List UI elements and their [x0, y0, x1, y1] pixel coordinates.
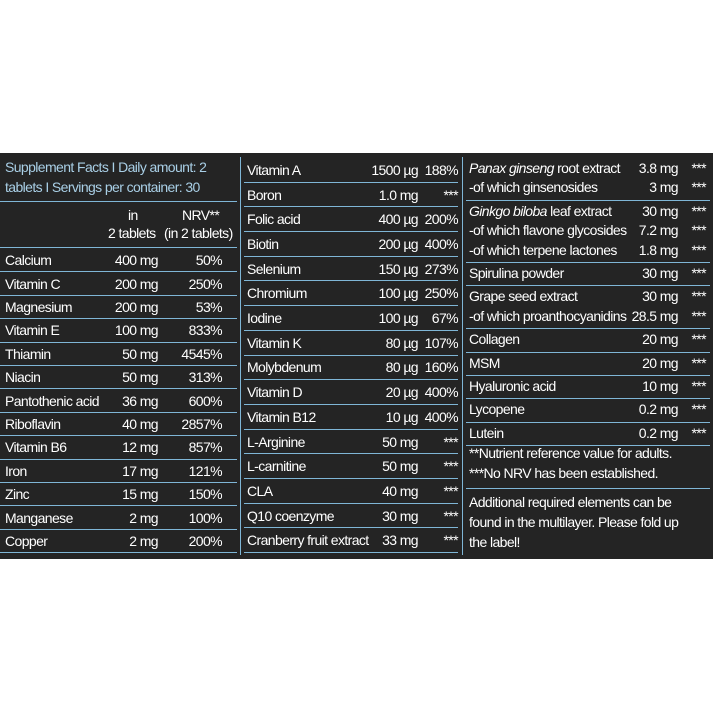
table-row [466, 376, 710, 399]
nutrient-name: L-carnitine [247, 458, 306, 475]
ingredient-name [469, 401, 524, 417]
nutrient-amount: 150 µg [378, 260, 418, 277]
nutrient-name: Boron [247, 186, 282, 203]
nutrient-name: Vitamin K [247, 334, 302, 351]
nutrient-name: L-Arginine [247, 433, 305, 450]
ingredient-amount: 20 mg [642, 354, 678, 371]
supplement-facts-panel [0, 153, 713, 559]
nutrient-amount: 33 mg [382, 532, 418, 549]
table-row [244, 405, 458, 430]
nutrient-nrv: 313% [188, 369, 222, 386]
sub-ingredient-nrv: *** [691, 241, 706, 258]
table-row [244, 183, 458, 208]
ingredient-name-text: leaf extract [546, 202, 612, 219]
additional-line-1: Additional required elements can be [469, 494, 672, 510]
nutrient-name: Vitamin B6 [5, 439, 67, 456]
table-row [244, 331, 458, 356]
table-row [0, 506, 237, 529]
nutrient-amount: 400 µg [378, 211, 418, 228]
table-row [244, 232, 458, 257]
nutrient-nrv: 200% [188, 532, 222, 549]
nutrient-nrv: 100% [188, 509, 222, 526]
ingredient-name-text: Grape seed extract [469, 288, 578, 305]
nutrient-amount: 15 mg [122, 486, 158, 503]
nutrient-nrv: 200% [424, 211, 458, 228]
sub-ingredient-name: -of which ginsenosides [469, 179, 598, 196]
ingredient-nrv: *** [691, 424, 706, 441]
nutrient-nrv: 400% [424, 408, 458, 425]
table-row [0, 530, 237, 553]
ingredient-name [469, 425, 504, 441]
right-column [466, 153, 713, 559]
table-row [244, 158, 458, 183]
ingredient-amount: 3.8 mg [638, 160, 678, 176]
nutrient-name: Riboflavin [5, 415, 61, 432]
table-row [244, 529, 458, 554]
ingredient-name [469, 355, 500, 371]
nutrient-amount: 80 µg [385, 359, 418, 376]
nutrient-name: Niacin [5, 369, 41, 386]
ingredient-name-text: Collagen [469, 331, 520, 348]
table-row [0, 296, 237, 319]
nutrient-nrv: 250% [424, 285, 458, 302]
col-in-heading-1: in [128, 207, 138, 223]
additional-line-2: found in the multilayer. Please fold up [469, 514, 679, 530]
table-row [244, 306, 458, 331]
table-row [466, 399, 710, 422]
ingredient-name-text: MSM [469, 354, 500, 371]
nutrient-amount: 17 mg [122, 462, 158, 479]
nutrient-nrv: 250% [188, 275, 222, 292]
table-row [0, 436, 237, 459]
no-nrv-footnote: ***No NRV has been established. [469, 465, 658, 481]
nutrient-name: Vitamin D [247, 384, 303, 401]
header-bottom-rule [0, 247, 237, 248]
nutrient-amount: 1500 µg [371, 161, 418, 178]
table-row [466, 158, 710, 201]
nutrient-nrv: 67% [431, 310, 458, 327]
sub-ingredient-nrv: *** [691, 222, 706, 239]
nutrient-amount: 10 µg [385, 408, 418, 425]
nutrient-nrv: 188% [424, 161, 458, 178]
table-row [0, 343, 237, 366]
nutrient-name: CLA [247, 482, 273, 499]
nutrient-nrv: *** [443, 532, 458, 549]
table-row [466, 263, 710, 286]
col-nrv-heading-2: (in 2 tablets) [164, 225, 233, 241]
ingredient-amount: 30 mg [642, 288, 678, 305]
ingredient-name-text: Spirulina powder [469, 265, 564, 281]
nutrient-nrv: 833% [188, 322, 222, 339]
nutrient-name: Vitamin C [5, 275, 61, 292]
sub-ingredient-nrv: *** [691, 179, 706, 196]
nutrient-nrv: 53% [195, 298, 222, 315]
nutrient-name: Biotin [247, 235, 279, 252]
nutrient-nrv: 160% [424, 359, 458, 376]
table-row [466, 286, 710, 329]
nutrient-nrv: *** [443, 482, 458, 499]
nutrient-amount: 50 mg [122, 345, 158, 362]
nutrient-amount: 1.0 mg [378, 186, 418, 203]
nutrient-name: Pantothenic acid [5, 392, 99, 409]
nutrient-amount: 200 mg [114, 275, 158, 292]
sub-ingredient-amount: 1.8 mg [638, 241, 678, 258]
nutrient-nrv: *** [443, 186, 458, 203]
nutrient-name: Q10 coenzyme [247, 507, 334, 524]
nutrient-nrv: 600% [188, 392, 222, 409]
ingredient-amount: 30 mg [642, 265, 678, 281]
nutrient-amount: 400 mg [114, 252, 158, 269]
nutrient-amount: 12 mg [122, 439, 158, 456]
nutrient-nrv: 400% [424, 384, 458, 401]
ingredient-name-italic: Panax ginseng [469, 160, 554, 176]
table-row [244, 430, 458, 455]
table-row [244, 380, 458, 405]
nutrient-nrv: *** [443, 507, 458, 524]
ingredient-amount: 10 mg [642, 378, 678, 394]
sub-ingredient-amount: 7.2 mg [638, 222, 678, 239]
nutrient-nrv: 50% [195, 252, 222, 269]
ingredient-name-text: Hyaluronic acid [469, 378, 556, 394]
nutrient-name: Vitamin A [247, 161, 301, 178]
table-row [244, 479, 458, 504]
column-divider-2 [462, 157, 463, 555]
ingredient-name [469, 203, 611, 219]
ingredient-name-text: Lutein [469, 424, 504, 441]
nutrient-name: Manganese [5, 509, 73, 526]
col-in-heading-2: 2 tablets [108, 225, 156, 241]
ingredient-nrv: *** [691, 202, 706, 219]
nutrient-name: Molybdenum [247, 359, 322, 376]
table-row [0, 413, 237, 436]
nutrient-nrv: 121% [188, 462, 222, 479]
nutrient-amount: 100 mg [114, 322, 158, 339]
nutrient-nrv: 857% [188, 439, 222, 456]
nutrient-amount: 40 mg [122, 415, 158, 432]
table-row [0, 460, 237, 483]
nutrient-amount: 50 mg [382, 458, 418, 475]
nutrient-name: Iodine [247, 310, 282, 327]
table-row [466, 423, 710, 446]
ingredient-nrv: *** [691, 288, 706, 305]
sub-ingredient-amount: 3 mg [649, 179, 678, 196]
nutrient-amount: 30 mg [382, 507, 418, 524]
nutrient-name: Zinc [5, 486, 30, 503]
ingredient-amount: 20 mg [642, 331, 678, 348]
ingredient-name-text: root extract [553, 160, 620, 176]
ingredient-nrv: *** [691, 354, 706, 371]
table-row [0, 272, 237, 295]
nutrient-nrv: *** [443, 433, 458, 450]
nutrient-nrv: 2857% [181, 415, 222, 432]
table-row [0, 249, 237, 272]
ingredient-name [469, 378, 556, 394]
nutrient-amount: 2 mg [129, 509, 158, 526]
middle-column [244, 153, 460, 559]
nutrient-nrv: 107% [424, 334, 458, 351]
ingredient-name [469, 265, 564, 281]
nrv-footnote: **Nutrient reference value for adults. [469, 445, 672, 461]
nutrient-nrv: 400% [424, 235, 458, 252]
nutrient-name: Selenium [247, 260, 301, 277]
nutrient-amount: 100 µg [378, 285, 418, 302]
sub-ingredient-amount: 28.5 mg [631, 307, 678, 324]
footnote-rule [466, 488, 710, 489]
ingredient-amount: 0.2 mg [638, 424, 678, 441]
ingredient-name [469, 160, 620, 176]
nutrient-name: Copper [5, 532, 48, 549]
nutrient-name: Vitamin B12 [247, 408, 316, 425]
col-nrv-heading-1: NRV** [182, 207, 220, 223]
table-row [0, 389, 237, 412]
nutrient-amount: 40 mg [382, 482, 418, 499]
ingredient-name-text: Lycopene [469, 401, 525, 418]
table-row [0, 483, 237, 506]
nutrient-name: Magnesium [5, 298, 72, 315]
nutrient-name: Vitamin E [5, 322, 60, 339]
table-row [244, 207, 458, 232]
table-row [244, 257, 458, 282]
header-rule [0, 201, 237, 202]
nutrient-name: Folic acid [247, 211, 301, 228]
nutrient-amount: 80 µg [385, 334, 418, 351]
ingredient-nrv: *** [691, 401, 706, 418]
nutrient-name: Calcium [5, 252, 52, 269]
table-row [466, 201, 710, 263]
header-line-2: tablets I Servings per container: 30 [5, 179, 200, 195]
ingredient-amount: 0.2 mg [638, 401, 678, 418]
sub-ingredient-nrv: *** [691, 307, 706, 324]
sub-ingredient-name: -of which terpene lactones [469, 241, 617, 258]
nutrient-amount: 2 mg [129, 532, 158, 549]
ingredient-name [469, 288, 577, 304]
nutrient-nrv: 150% [188, 486, 222, 503]
nutrient-name: Iron [5, 462, 27, 479]
nutrient-amount: 200 mg [114, 298, 158, 315]
ingredient-nrv: *** [691, 331, 706, 348]
ingredient-nrv: *** [691, 160, 706, 176]
ingredient-name [469, 331, 519, 347]
nutrient-amount: 20 µg [385, 384, 418, 401]
sub-ingredient-name: -of which proanthocyanidins [469, 307, 627, 324]
additional-line-3: the label! [469, 534, 520, 550]
table-row [244, 356, 458, 381]
nutrient-name: Cranberry fruit extract [247, 532, 369, 549]
nutrient-nrv: 4545% [181, 345, 222, 362]
table-row [244, 504, 458, 529]
nutrient-amount: 50 mg [122, 369, 158, 386]
ingredient-amount: 30 mg [642, 202, 678, 219]
table-row [466, 329, 710, 352]
table-row [0, 319, 237, 342]
nutrient-amount: 200 µg [378, 235, 418, 252]
ingredient-nrv: *** [691, 378, 706, 394]
column-divider-1 [240, 157, 241, 555]
nutrient-name: Chromium [247, 285, 307, 302]
nutrient-amount: 50 mg [382, 433, 418, 450]
nutrient-amount: 100 µg [378, 310, 418, 327]
table-row [466, 353, 710, 376]
table-row [244, 454, 458, 479]
ingredient-nrv: *** [691, 265, 706, 281]
sub-ingredient-name: -of which flavone glycosides [469, 222, 627, 239]
table-row [0, 366, 237, 389]
nutrient-name: Thiamin [5, 345, 51, 362]
nutrient-nrv: 273% [424, 260, 458, 277]
nutrient-nrv: *** [443, 458, 458, 475]
left-column [0, 153, 240, 559]
header-line-1: Supplement Facts I Daily amount: 2 [5, 159, 207, 175]
ingredient-name-italic: Ginkgo biloba [469, 202, 547, 219]
nutrient-amount: 36 mg [122, 392, 158, 409]
table-row [244, 282, 458, 307]
